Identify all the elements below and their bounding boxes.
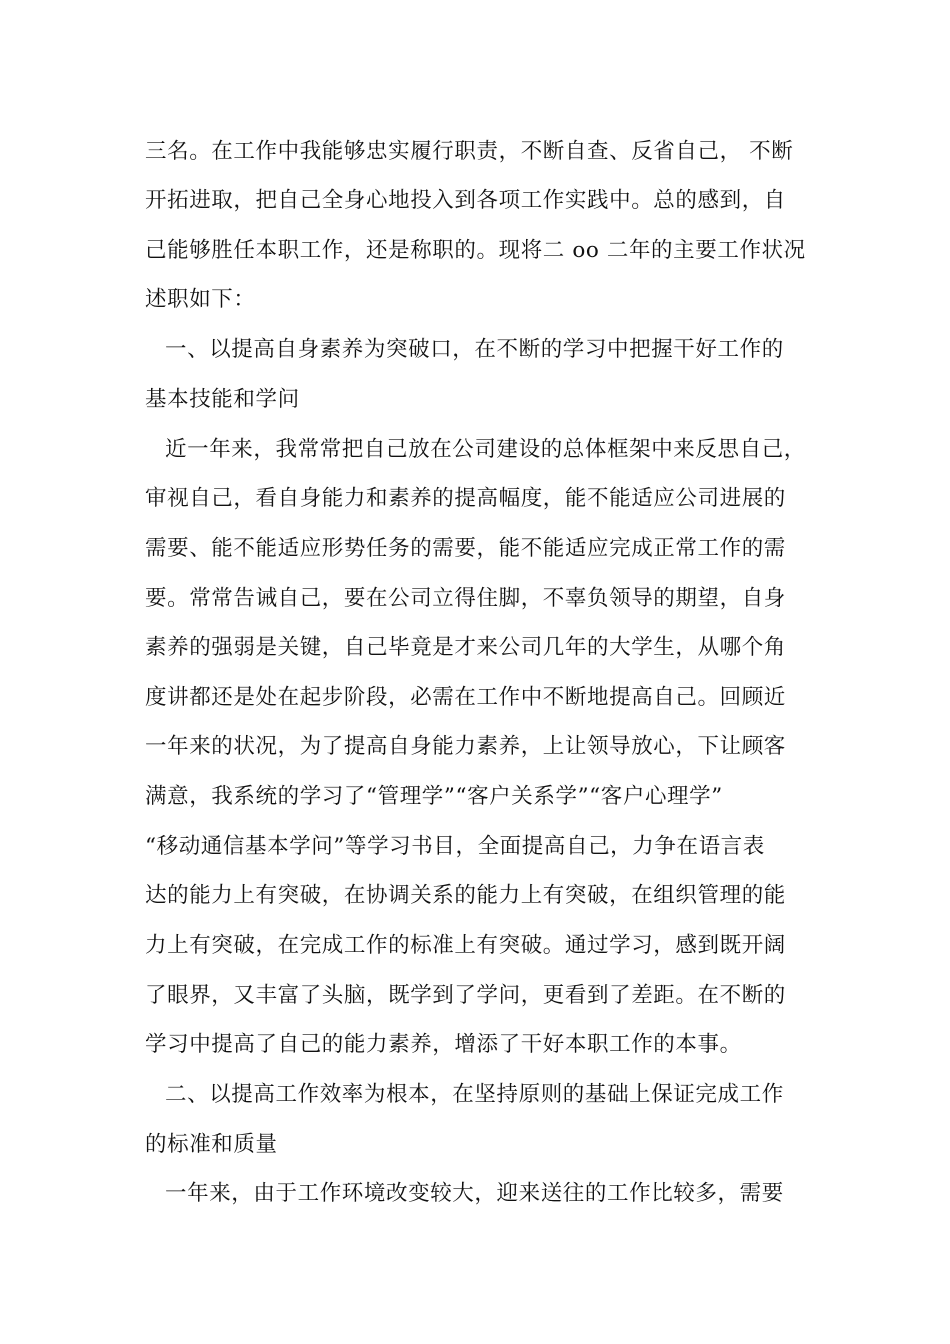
text-line: 素养的强弱是关键，自己毕竟是才来公司几年的大学生，从哪个角 [145, 635, 786, 660]
text-line: 了眼界，又丰富了头脑，既学到了学问，更看到了差距。在不断的 [145, 983, 786, 1008]
text-line: 近一年来，我常常把自己放在公司建设的总体框架中来反思自己， [165, 437, 806, 462]
text-line: 力上有突破，在完成工作的标准上有突破。通过学习，感到既开阔 [145, 933, 786, 958]
text-line: 要。常常告诫自己，要在公司立得住脚，不辜负领导的期望，自身 [145, 586, 786, 611]
text-line: 开拓进取，把自己全身心地投入到各项工作实践中。总的感到，自 [145, 188, 786, 213]
text-line: “移动通信基本学问”等学习书目，全面提高自己，力争在语言表 [145, 834, 765, 859]
text-line: 己能够胜任本职工作，还是称职的。现将二 oo 二年的主要工作状况 [145, 238, 806, 263]
text-line: 审视自己，看自身能力和素养的提高幅度，能不能适应公司进展的 [145, 486, 786, 511]
section-heading-line: 一、以提高自身素养为突破口，在不断的学习中把握干好工作的 [165, 337, 784, 362]
text-line: 一年来的状况，为了提高自身能力素养，上让领导放心，下让顾客 [145, 734, 786, 759]
text-line: 度讲都还是处在起步阶段，必需在工作中不断地提高自己。回顾近 [145, 685, 786, 710]
text-line: 达的能力上有突破，在协调关系的能力上有突破，在组织管理的能 [145, 883, 786, 908]
text-line: 一年来，由于工作环境改变较大，迎来送往的工作比较多，需要 [165, 1181, 784, 1206]
section-heading-line: 的标准和质量 [145, 1132, 278, 1157]
section-heading-line: 二、以提高工作效率为根本，在坚持原则的基础上保证完成工作 [165, 1082, 784, 1107]
section-heading-line: 基本技能和学问 [145, 387, 300, 412]
text-line: 学习中提高了自己的能力素养，增添了干好本职工作的本事。 [145, 1032, 742, 1057]
text-line: 满意，我系统的学习了“管理学”“客户关系学”“客户心理学” [145, 784, 723, 809]
text-line: 需要、能不能适应形势任务的需要，能不能适应完成正常工作的需 [145, 536, 786, 561]
text-line: 述职如下： [145, 287, 256, 312]
text-line: 三名。在工作中我能够忠实履行职责，不断自查、反省自己， 不断 [145, 139, 794, 164]
